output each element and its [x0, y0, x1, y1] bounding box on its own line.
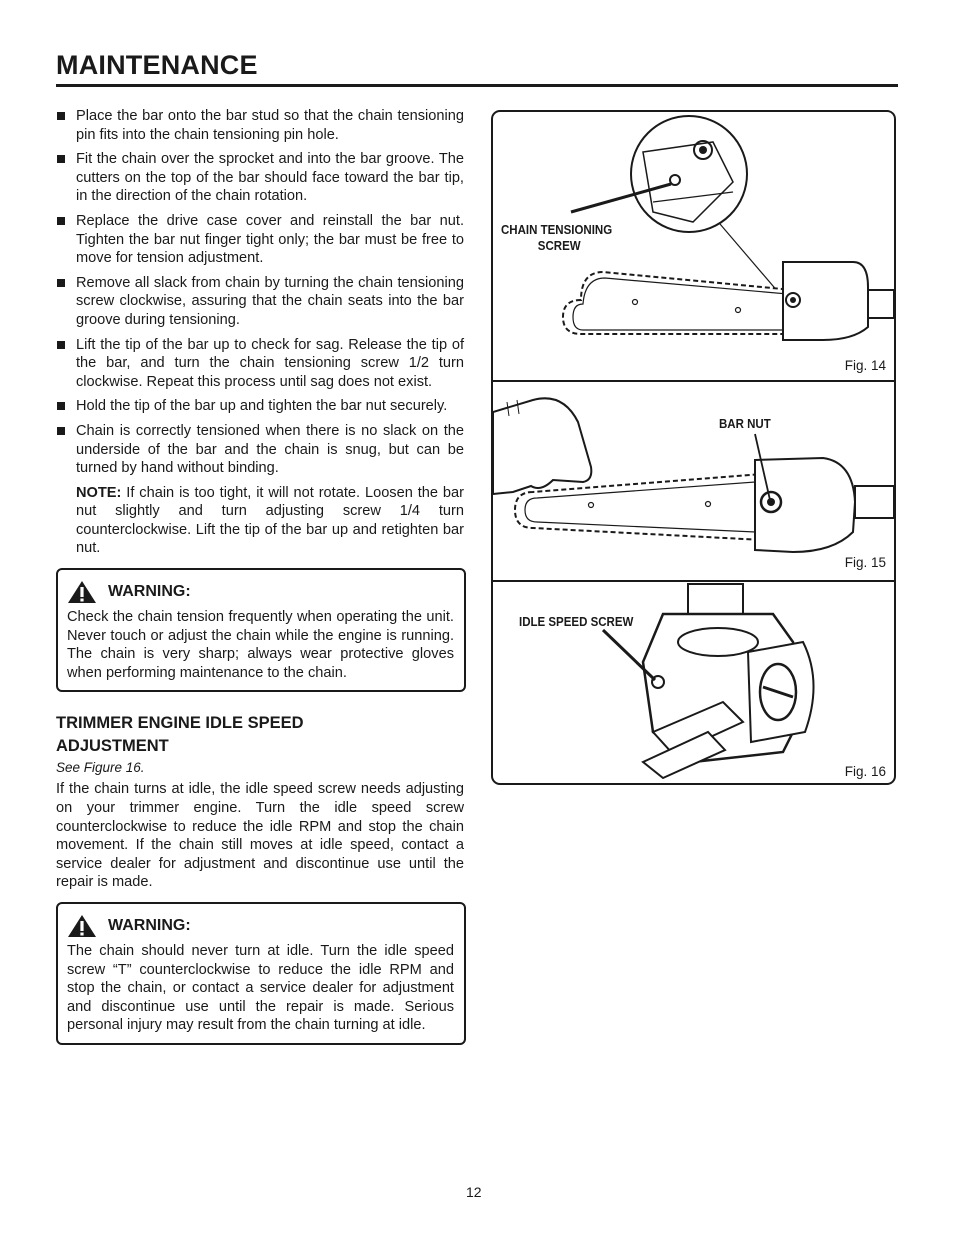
hand-on-bar-illustration: [493, 382, 894, 580]
callout-chain-tensioning-screw: CHAIN TENSIONING SCREW: [501, 223, 613, 253]
note-paragraph: [56, 484, 464, 558]
instruction-list: [56, 107, 464, 478]
warning-title: WARNING:: [108, 917, 191, 934]
bullet-square-icon: [57, 402, 65, 410]
warning-text: Check the chain tension frequently when operating the unit. Never touch or adjust the chain while the engine is running. The chain is very sharp; always wear protective gloves when performing maintenance to the chain.: [67, 609, 454, 681]
note-text: If chain is too tight, it will not rotate. Loosen the bar nut slightly and turn adjusting screw 1/4 turn counterclockwise. Lift the tip of the bar up and retighten bar nut.: [76, 484, 464, 557]
callout-bar-nut: BAR NUT: [719, 417, 771, 431]
list-item: Place the bar onto the bar stud so that the chain tensioning pin fits into the chain tensioning pin hole.: [56, 107, 464, 144]
list-item: Fit the chain over the sprocket and into the bar groove. The cutters on the top of the bar should face toward the bar tip, in the direction of the chain rotation.: [56, 150, 464, 206]
note-label: NOTE:: [76, 484, 122, 501]
page-title: MAINTENANCE: [56, 50, 258, 80]
carburetor-illustration: [493, 582, 894, 783]
list-item: Replace the drive case cover and reinstall the bar nut. Tighten the bar nut finger tight only; the bar must be free to move for tension adjustment.: [56, 212, 464, 268]
page-number: 12: [466, 1184, 482, 1200]
idle-speed-paragraph: If the chain turns at idle, the idle speed screw needs adjusting on your trimmer engine. Turn the idle speed screw counterclockwise to reduce the idle RPM and stop the chain movement. If the chain still moves at idle speed, contact a service dealer for adjustment and discontinue use until the repair is made.: [56, 781, 464, 891]
figures-frame: [491, 110, 896, 785]
warning-triangle-icon: [67, 914, 97, 938]
figure-caption: Fig. 14: [844, 358, 886, 373]
bullet-square-icon: [57, 341, 65, 349]
list-item: Remove all slack from chain by turning the chain tensioning screw clockwise, assuring that the chain seats into the bar groove during tensioning.: [56, 274, 464, 330]
bullet-square-icon: [57, 427, 65, 435]
warning-text: The chain should never turn at idle. Turn the idle speed screw “T” counterclockwise to reduce the idle RPM and stop the chain, or contact a service dealer for adjustment and discontinue use until the repair is made. Serious personal injury may result from the chain turning at idle.: [67, 943, 454, 1034]
warning-box-chain-tension: [56, 568, 466, 692]
warning-title: WARNING:: [108, 583, 191, 601]
list-item: Lift the tip of the bar up to check for sag. Release the tip of the bar, and turn the chain tensioning screw 1/2 turn clockwise. Repeat this process until sag does not exist.: [56, 336, 464, 392]
figure-caption: Fig. 15: [844, 555, 886, 570]
section-heading: TRIMMER ENGINE IDLE SPEED ADJUSTMENT: [56, 714, 304, 756]
list-item: Chain is correctly tensioned when there is no slack on the underside of the bar and the chain is snug, but can be turned by hand without binding.: [56, 422, 464, 478]
title-rule: [56, 84, 898, 87]
bullet-square-icon: [57, 217, 65, 225]
figure-16: [493, 582, 894, 783]
bullet-square-icon: [57, 155, 65, 163]
figure-15: [493, 382, 894, 580]
figure-caption: Fig. 16: [844, 764, 886, 779]
bullet-square-icon: [57, 112, 65, 120]
callout-idle-speed-screw: IDLE SPEED SCREW: [519, 615, 634, 629]
warning-triangle-icon: [67, 580, 97, 604]
left-column: [56, 107, 464, 1045]
bullet-square-icon: [57, 279, 65, 287]
warning-box-idle: [56, 902, 466, 1045]
list-item: Hold the tip of the bar up and tighten the bar nut securely.: [56, 397, 464, 416]
see-figure-reference: See Figure 16.: [56, 760, 145, 776]
figure-14: [493, 112, 894, 380]
